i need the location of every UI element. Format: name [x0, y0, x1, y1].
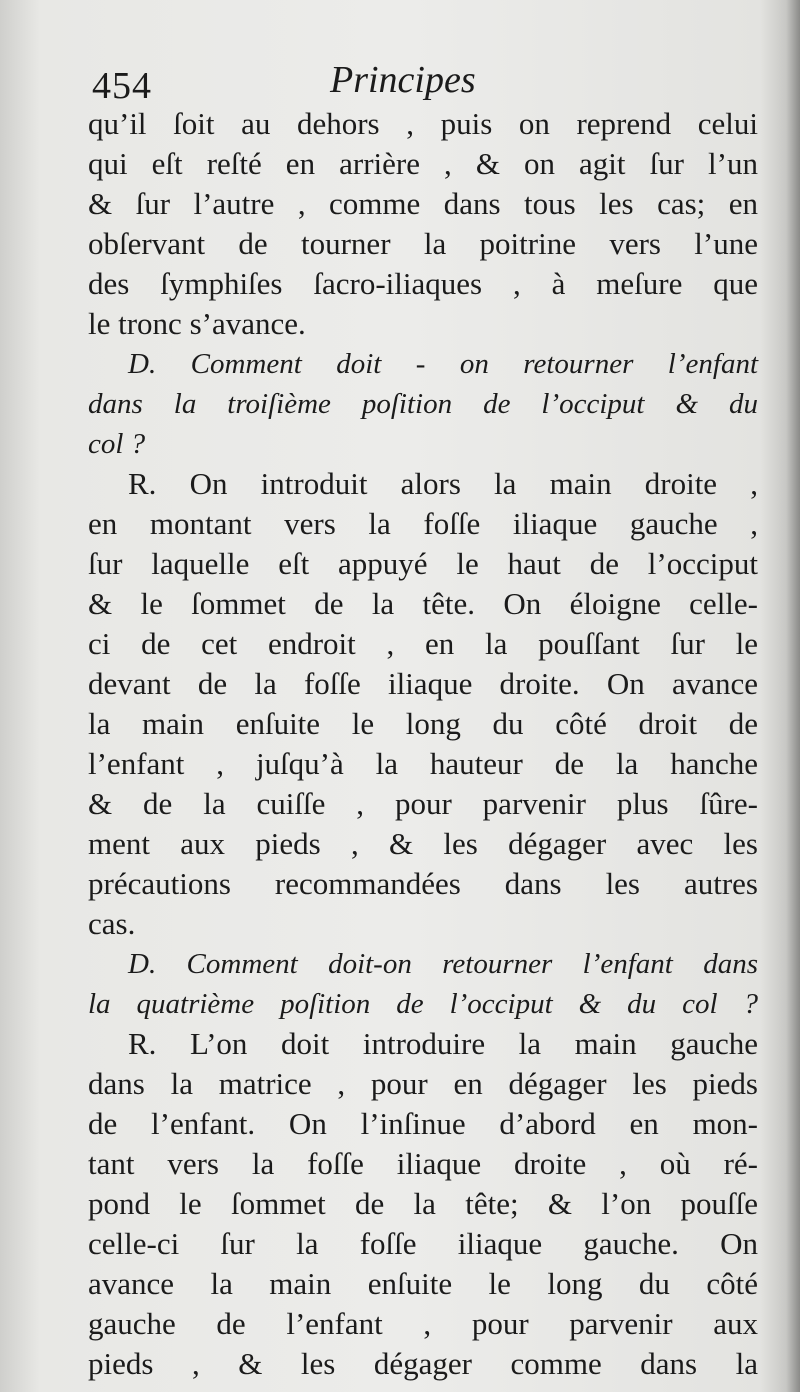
text-line: de l’enfant. On l’inſinue d’abord en mon- — [88, 1106, 758, 1141]
text-line: celle-ci ſur la foſſe iliaque gauche. On — [88, 1226, 758, 1261]
text-line: obſervant de tourner la poitrine vers l’une — [88, 226, 758, 261]
page-number: 454 — [92, 65, 152, 107]
text-line: qu’il ſoit au dehors , puis on reprend celui — [88, 106, 758, 141]
text-line: tant vers la foſſe iliaque droite , où ré- — [88, 1146, 758, 1181]
answer-line: R. L’on doit introduire la main gauche — [128, 1026, 758, 1061]
text-line: en montant vers la foſſe iliaque gauche , — [88, 506, 758, 541]
text-line: dans la matrice , pour en dégager les pieds — [88, 1066, 758, 1101]
text-line: des ſymphiſes ſacro-iliaques , à meſure que — [88, 266, 758, 301]
text-line: pond le ſommet de la tête; & l’on pouſſe — [88, 1186, 758, 1221]
question-line: dans la troiſième poſition de l’occiput & du — [88, 388, 758, 420]
question-line: col ? — [88, 428, 146, 460]
text-line: le tronc s’avance. — [88, 306, 306, 341]
page-header — [92, 58, 752, 106]
text-line: précautions recommandées dans les autres — [88, 866, 758, 901]
page-edge-shadow — [786, 0, 800, 1392]
answer-line: R. On introduit alors la main droite , — [128, 466, 758, 501]
text-line: ſur laquelle eſt appuyé le haut de l’occiput — [88, 546, 758, 581]
text-line: ment aux pieds , & les dégager avec les — [88, 826, 758, 861]
text-line: qui eſt reſté en arrière , & on agit ſur l’un — [88, 146, 758, 181]
text-line: l’enfant , juſqu’à la hauteur de la hanche — [88, 746, 758, 781]
text-line: ci de cet endroit , en la pouſſant ſur le — [88, 626, 758, 661]
text-line: la main enſuite le long du côté droit de — [88, 706, 758, 741]
question-line: D. Comment doit-on retourner l’enfant dans — [128, 948, 758, 980]
question-line: D. Comment doit - on retourner l’enfant — [128, 348, 758, 380]
text-line: & le ſommet de la tête. On éloigne celle- — [88, 586, 758, 621]
text-line: cas. — [88, 906, 136, 941]
question-line: la quatrième poſition de l’occiput & du col ? — [88, 988, 758, 1020]
body-text — [88, 104, 758, 1384]
text-line: avance la main enſuite le long du côté — [88, 1266, 758, 1301]
text-line: devant de la foſſe iliaque droite. On avance — [88, 666, 758, 701]
text-line: gauche de l’enfant , pour parvenir aux — [88, 1306, 758, 1341]
running-title: Principes — [330, 59, 476, 101]
text-line: pieds , & les dégager comme dans la — [88, 1346, 758, 1381]
text-line: & de la cuiſſe , pour parvenir plus ſûre- — [88, 786, 758, 821]
text-line: & ſur l’autre , comme dans tous les cas; en — [88, 186, 758, 221]
